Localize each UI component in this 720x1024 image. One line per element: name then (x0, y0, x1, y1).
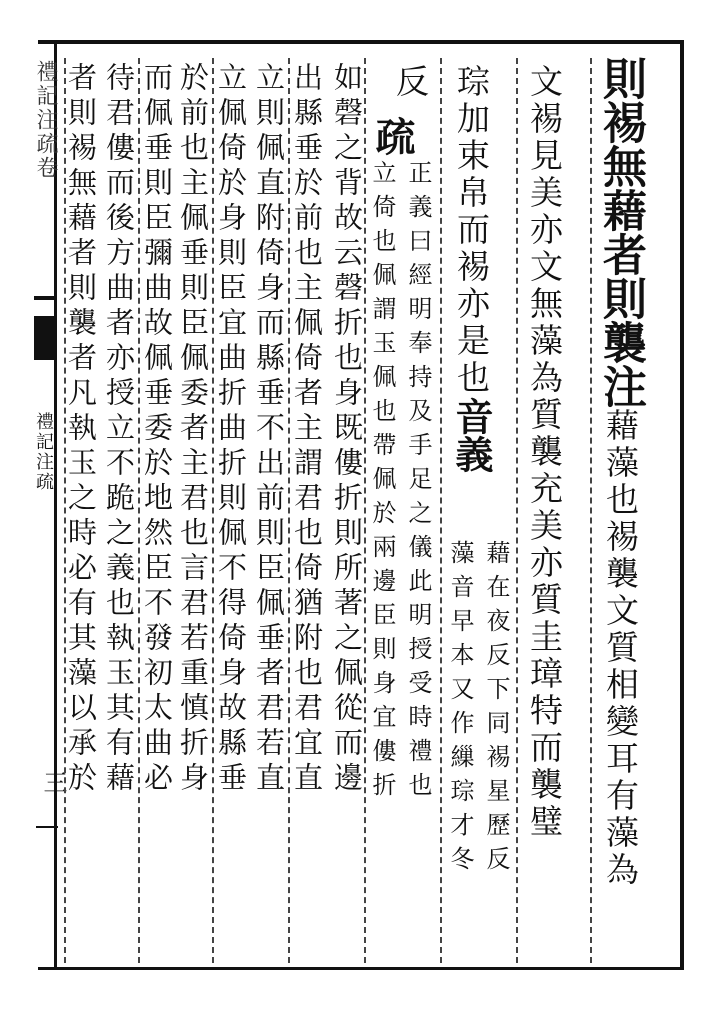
page-number-rule (36, 826, 58, 828)
small-note-left: 出縣垂於前也主佩倚者主謂君也倚猶附也君宜直 (290, 62, 324, 797)
shu-marker: 疏 (369, 116, 416, 156)
column-divider (516, 58, 519, 963)
yinyi-marker: 音義 (449, 397, 494, 473)
text-column-4b (369, 116, 416, 156)
small-note-right: 待君僂而後方曲者亦授立不跪之義也執玉其有藉 (102, 62, 136, 797)
text-column-2: 文裼見美亦文無藻為質襲充美亦質圭璋特而襲璧 (525, 64, 564, 841)
column-divider (590, 58, 593, 963)
page-number: 三 (39, 770, 67, 794)
small-note-left: 立佩倚於身則臣宜曲折曲折則佩不得倚身故縣垂 (214, 62, 248, 797)
text-column-4a (391, 64, 430, 101)
note-marker: 注 (595, 364, 646, 408)
margin-header: 禮記注疏卷 (33, 60, 58, 180)
text-column-1 (595, 56, 646, 889)
small-note-right: 正義曰經明奉持及手足之儀此明授受時禮也 (404, 160, 432, 806)
text-column-3 (449, 64, 494, 473)
small-note-left: 者則裼無藉者則襲者凡執玉之時必有其藻以承於 (64, 62, 98, 797)
small-note-left: 藻音早本又作繅琮才冬 (446, 540, 474, 880)
margin-title: 禮記注疏 (33, 412, 54, 492)
commentary-text: 琮加束帛而裼亦是也 (452, 64, 491, 397)
small-note-right: 立則佩直附倚身而縣垂不出前則臣佩垂者君若直 (252, 62, 286, 797)
commentary-text: 藉藻也裼襲文質相變耳有藻為 (601, 408, 640, 889)
column-divider (364, 58, 367, 963)
small-note-right: 於前也主佩垂則臣佩委者主君也言君若重慎折身 (176, 62, 210, 797)
small-note-left: 立倚也佩謂玉佩也帶佩於兩邊臣則身宜僂折 (368, 160, 396, 806)
margin-fishtail (34, 316, 56, 360)
margin-fishtail-top (34, 296, 54, 300)
small-note-right: 藉在夜反下同裼星歷反 (482, 540, 510, 880)
small-note-right: 如磬之背故云磬折也身既僂折則所著之佩從而邊 (330, 62, 364, 797)
small-note-left: 而佩垂則臣彌曲故佩垂委於地然臣不發初太曲必 (140, 62, 174, 797)
column-divider (440, 58, 443, 963)
main-text: 則裼無藉者則襲 (595, 56, 646, 364)
commentary-text: 反 (391, 64, 430, 101)
